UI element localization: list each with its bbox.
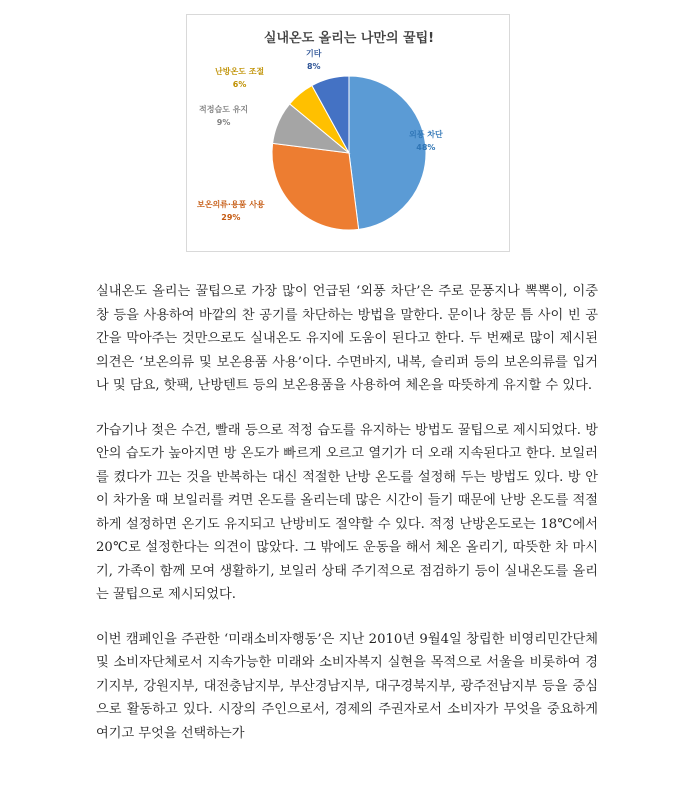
slice-value: 48% <box>416 143 436 152</box>
slice-value: 29% <box>221 213 241 222</box>
slice-name: 외풍 차단 <box>409 130 443 139</box>
slice-name: 보온의류·용품 사용 <box>197 200 265 209</box>
slice-label-other <box>306 47 321 73</box>
slice-value: 8% <box>306 62 321 71</box>
article-body <box>96 280 598 766</box>
article-paragraph: 가습기나 젖은 수건, 빨래 등으로 적정 습도를 유지하는 방법도 꿀팁으로 제시되었다. 방 안의 습도가 높아지면 방 온도가 빠르게 오르고 열기가 더 오래 지속된다고 한다. 보일러를 켰다가 끄는 것을 반복하는 대신 적절한 난방 온도를 설정해 두는 방법도 있다. 방 안이 차가울 때 보일러를 켜면 온도를 올리는데 많은 시간이 들기 때문에 난방 온도를 적절하게 설정하면 온기도 유지되고 난방비도 절약할 수 있다. 적정 난방온도로는 18℃에서 20℃로 설정한다는 의견이 많았다. 그 밖에도 운동을 해서 체온 올리기, 따뜻한 차 마시기, 가족이 함께 모여 생활하기, 보일러 상태 주기적으로 점검하기 등이 실내온도를 올리는 꿀팁으로 제시되었다. <box>96 422 598 602</box>
pie-slice-warm-clothing <box>272 143 359 230</box>
slice-name: 기타 <box>306 49 322 58</box>
article-paragraph: 실내온도 올리는 꿀팁으로 가장 많이 언급된 ‘외풍 차단’은 주로 문풍지나 뽁뽁이, 이중창 등을 사용하여 바깥의 찬 공기를 차단하는 방법을 말한다. 문이나 창문 틈 사이 빈 공간을 막아주는 것만으로도 실내온도 유지에 도움이 된다고 한다. 두 번째로 많이 제시된 의견은 ‘보온의류 및 보온용품 사용’이다. 수면바지, 내복, 슬리퍼 등의 보온의류를 입거나 및 담요, 핫팩, 난방텐트 등의 보온용품을 사용하여 체온을 따뜻하게 유지할 수 있다. <box>96 284 598 393</box>
slice-label-warm-clothing <box>197 198 265 224</box>
slice-label-heating-temp <box>215 65 264 91</box>
slice-value: 9% <box>216 118 231 127</box>
slice-value: 6% <box>232 80 247 89</box>
slice-label-draft-blocking <box>409 128 443 154</box>
pie-chart <box>186 14 510 252</box>
chart-title: 실내온도 올리는 나만의 꿀팁! <box>263 31 435 46</box>
slice-label-humidity <box>199 103 248 129</box>
slice-name: 적정습도 유지 <box>199 105 249 114</box>
article-paragraph: 이번 캠페인을 주관한 ‘미래소비자행동’은 지난 2010년 9월4일 창립한 비영리민간단체 및 소비자단체로서 지속가능한 미래와 소비자복지 실현을 목적으로 서울을 비롯하여 경기지부, 강원지부, 대전충남지부, 부산경남지부, 대구경북지부, 광주전남지부 등을 중심으로 활동하고 있다. 시장의 주인으로서, 경제의 주권자로서 소비자가 무엇을 중요하게 여기고 무엇을 선택하는가 <box>96 631 598 741</box>
slice-name: 난방온도 조절 <box>215 67 265 76</box>
